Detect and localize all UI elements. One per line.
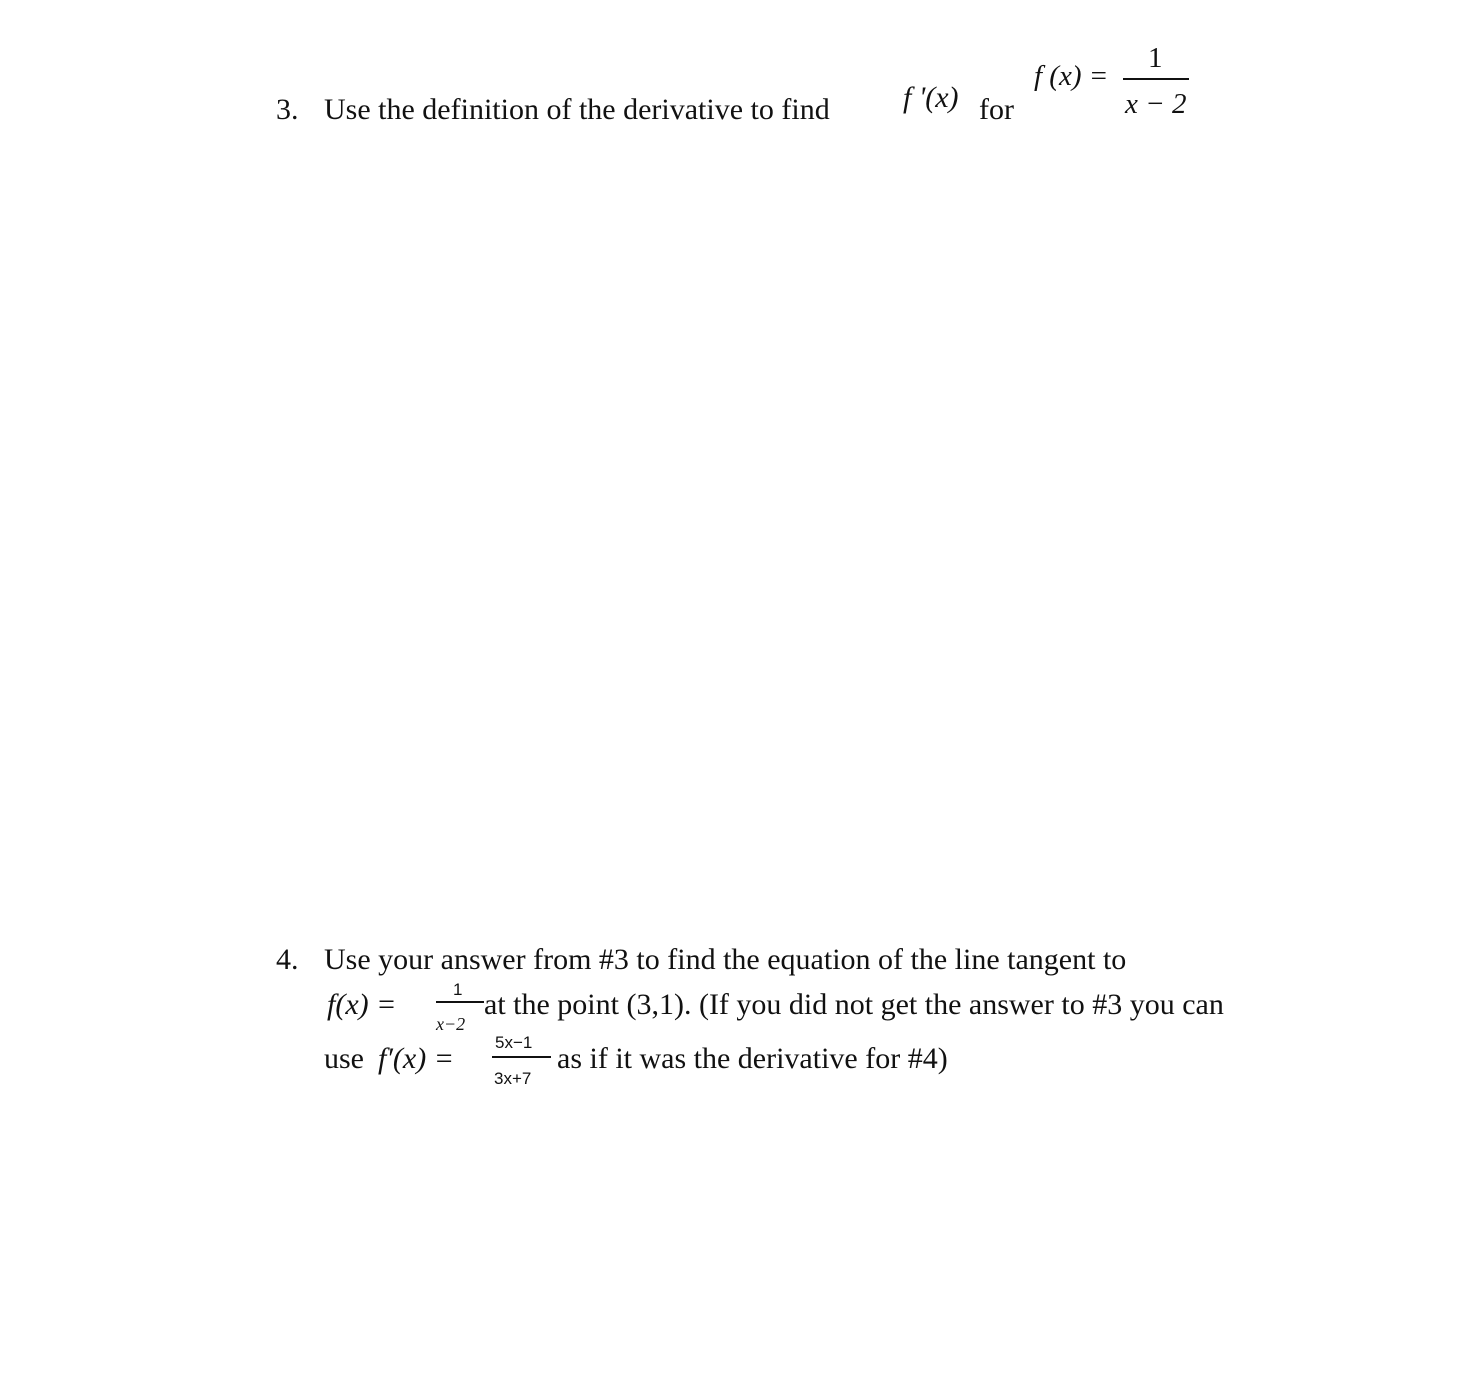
function-lhs: f (x) = bbox=[1034, 60, 1109, 92]
for-word: for bbox=[979, 93, 1014, 126]
fraction-1-denominator: x−2 bbox=[436, 1014, 466, 1034]
problem-4-line-3: as if it was the derivative for #4) bbox=[557, 1042, 948, 1075]
fraction-1-numerator: 1 bbox=[453, 980, 463, 999]
derivative-lhs: f′(x) = bbox=[378, 1042, 454, 1075]
function-numerator: 1 bbox=[1148, 42, 1163, 74]
problem-4-line-2: at the point (3,1). (If you did not get the answer to #3 you can bbox=[484, 988, 1224, 1021]
problem-4-number: 4. bbox=[276, 943, 299, 976]
f-prime-expression: f '(x) bbox=[903, 81, 959, 114]
problem-4-line-1: Use your answer from #3 to find the equation of the line tangent to bbox=[324, 943, 1127, 976]
fraction-2-bar bbox=[492, 1056, 551, 1058]
function-fraction-bar bbox=[1123, 78, 1189, 80]
use-word: use bbox=[324, 1042, 364, 1075]
tangent-function-lhs: f(x) = bbox=[327, 988, 397, 1021]
fraction-1-bar bbox=[436, 1001, 484, 1003]
function-denominator: x − 2 bbox=[1125, 88, 1187, 120]
fraction-2-denominator: 3x+7 bbox=[494, 1069, 532, 1088]
fraction-2-numerator: 5x−1 bbox=[495, 1033, 533, 1052]
problem-3-text: Use the definition of the derivative to find bbox=[324, 93, 830, 126]
problem-3-number: 3. bbox=[276, 93, 299, 126]
